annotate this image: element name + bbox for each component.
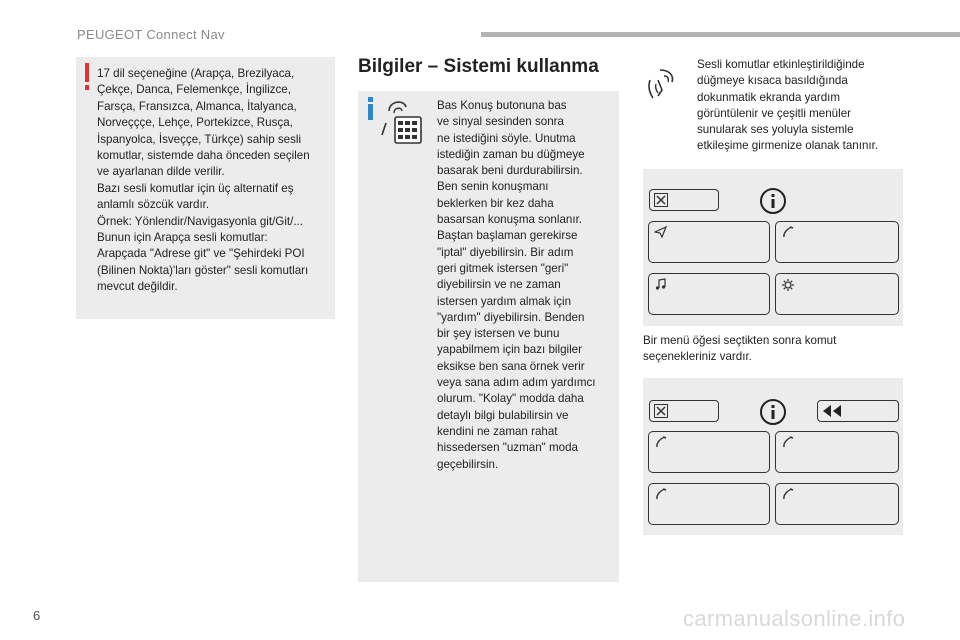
text-line: hissedersen "uzman" moda [437,441,578,455]
text-line: Baştan başlaman gerekirse [437,229,578,243]
exclamation-icon [85,63,89,82]
watermark: carmanualsonline.info [683,606,906,631]
text-line: düğmeye kısaca basıldığında [697,74,848,88]
voice-submenu-screen [643,378,903,535]
text-line: Farsça, Fransızca, Almanca, İtalyanca, [97,99,297,113]
music-button[interactable] [648,273,770,315]
phone-icon [781,226,795,238]
warning-text [97,66,329,296]
text-line: 17 dil seçeneğine (Arapça, Brezilyaca, [97,67,295,80]
info-box [358,91,619,582]
text-line: Norveçççe, Lehçe, Portekizce, Rusça, [97,116,293,130]
section-title: Bilgiler – Sistemi kullanma [358,56,599,77]
text-line: seçenekleriniz vardır. [643,350,752,364]
push-to-talk-icon [380,97,424,147]
text-line: (Bilinen Nokta)'ları göster" sesli komutları [97,263,309,277]
text-line: İspanyolca, İsveççe, Türkçe) sahip sesli [97,132,302,146]
text-line: mevcut değildir. [97,280,178,294]
submenu-button[interactable] [648,483,770,525]
text-line: yapabilmem için bazı bilgiler [437,343,582,357]
text-line: basarsan konuşma sonlanır. [437,213,583,227]
exclamation-dot [85,85,89,90]
text-line: istersen yardım almak için [437,294,572,308]
settings-button[interactable] [775,273,899,315]
text-line: detaylı bilgi bulabilirsin ve [437,408,569,422]
settings-icon [781,278,795,292]
text-line: diyebilirsin ve ne zaman [437,278,561,292]
text-line: Bir menü öğesi seçtikten sonra komut [643,334,837,347]
info-icon-dot [368,97,373,102]
text-line: "yardım" diyebilirsin. Benden [437,310,585,324]
help-icon[interactable] [759,398,787,426]
text-line: kendini ne zaman rahat [437,424,558,438]
text-line: veya sana adım adım yardımcı [437,376,596,390]
text-line: dokunmatik ekranda yardım [697,90,841,104]
text-line: "iptal" diyebilirsin. Bir adım [437,245,574,259]
page-number: 6 [33,608,41,623]
voice-help-screen [643,169,903,326]
text-line: anlamlı sözcük vardır. [97,198,210,212]
text-line: bir şey istersen ve bunu [437,327,560,341]
text-line: Arapçada "Adrese git" ve "Şehirdeki POI [97,247,305,261]
text-line: etkileşime girmenize olanak tanınır. [697,139,879,153]
help-icon[interactable] [759,187,787,215]
text-line: Örnek: Yönlendir/Navigasyonla git/Git/... [97,214,303,228]
text-line: ne istediğini söyle. Unutma [437,131,576,145]
close-tab[interactable] [649,189,719,211]
menu-text [643,333,893,366]
text-line: Ben senin konuşmanı [437,180,549,194]
text-line: geri gitmek istersen "geri" [437,261,569,275]
header-title: PEUGEOT Connect Nav [77,27,225,42]
text-line: ve sinyal sesinden sonra [437,115,564,129]
phone-icon [654,436,668,448]
text-line: görüntülenir ve çeşitli menüler [697,106,852,120]
text-line: Bazı sesli komutlar için üç alternatif eş [97,181,294,195]
close-tab[interactable] [649,400,719,422]
text-line: istediğin zaman bu düğmeye [437,147,585,161]
music-icon [654,278,668,290]
phone-button[interactable] [775,221,899,263]
text-line: eksikse ben sana örnek verir [437,359,585,373]
text-line: geçebilirsin. [437,457,499,471]
text-line: komutlar, sistemde daha önceden seçilen [97,149,310,163]
phone-icon [781,436,795,448]
navigation-icon [654,226,668,238]
voice-command-icon [646,66,682,100]
text-line: Çekçe, Danca, Felemenkçe, İngilizce, [97,83,291,97]
close-icon [654,404,668,418]
phone-icon [781,488,795,500]
back-tab[interactable] [817,400,899,422]
text-line: Bas Konuş butonuna bas [437,99,567,112]
text-line: ve ayarlanan dilde verilir. [97,165,225,179]
text-line: Bunun için Arapça sesli komutlar: [97,231,268,245]
text-line: olurum. "Kolay" modda daha [437,392,584,406]
submenu-button[interactable] [775,483,899,525]
text-line: sunularak ses yoluyla sistemle [697,123,854,137]
voice-text [697,57,927,155]
phone-icon [654,488,668,500]
navigation-button[interactable] [648,221,770,263]
text-line: basarak beni durdurabilirsin. [437,164,583,178]
close-icon [654,193,668,207]
text-line: beklerken bir kez daha [437,196,554,210]
info-icon [368,104,373,120]
warning-box [76,57,335,319]
back-icon [821,404,843,418]
info-text [437,98,609,473]
text-line: Sesli komutlar etkinleştirildiğinde [697,58,865,71]
submenu-button[interactable] [648,431,770,473]
header-bar [481,32,960,37]
submenu-button[interactable] [775,431,899,473]
